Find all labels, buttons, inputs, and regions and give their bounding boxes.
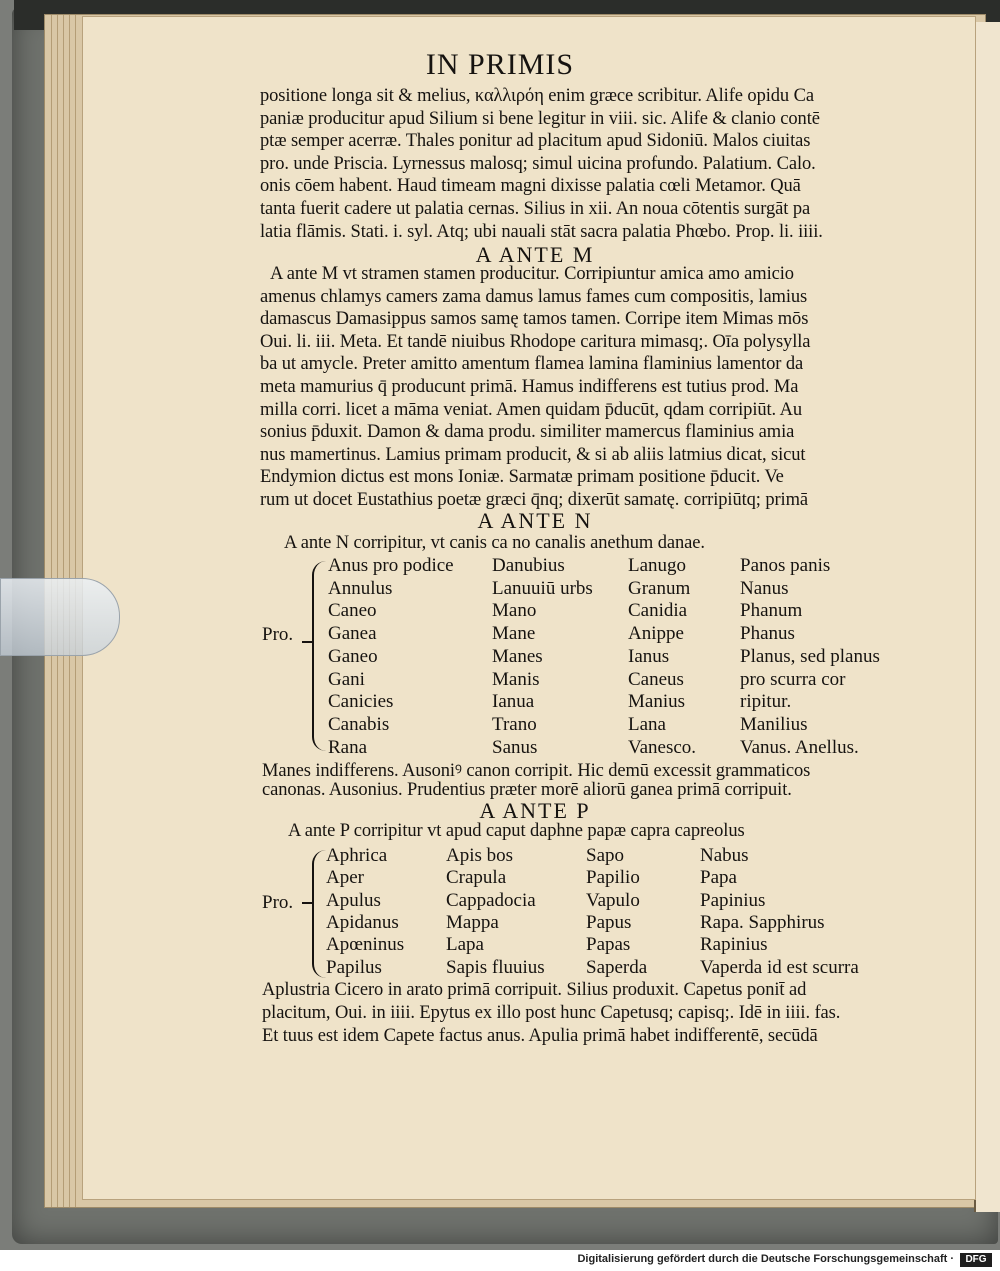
table-cell: Phanus: [740, 623, 795, 645]
table-cell: Apidanus: [326, 911, 399, 933]
table-cell: Lanugo: [628, 555, 687, 576]
table-cell: Papa: [700, 867, 737, 889]
table-cell: Caneo: [328, 600, 377, 622]
text-line: Aplustria Cicero in arato primā corripuit. Silius produxit. Capetus ponit̄ ad: [262, 980, 807, 1000]
table-cell: ripitur.: [740, 691, 792, 713]
table-cell: Aper: [326, 867, 364, 889]
table-cell: pro scurra cor: [740, 668, 846, 690]
table-cell: Sapis fluuius: [446, 956, 545, 978]
section-heading-n: A ANTE N: [477, 508, 593, 533]
table-cell: Caneus: [628, 668, 684, 690]
table-cell: Apulus: [326, 889, 381, 911]
table-cell: Lapa: [446, 934, 484, 956]
table-cell: Manis: [492, 668, 540, 690]
table-cell: Mappa: [446, 911, 499, 933]
table-cell: Saperda: [586, 956, 648, 978]
table-cell: Papus: [586, 911, 632, 933]
table-cell: Vanesco.: [628, 736, 697, 758]
table-cell: Nanus: [740, 577, 789, 599]
table-cell: Vapulo: [586, 889, 640, 911]
page-clip: [0, 578, 120, 656]
text-line: ba ut amycle. Preter amitto amentum flamea lamina flaminius lamentor da: [260, 354, 804, 375]
table-cell: Vanus. Anellus.: [740, 736, 859, 758]
table-cell: Aphrica: [326, 845, 388, 866]
table-cell: Nabus: [700, 845, 749, 866]
table-cell: Trano: [492, 713, 537, 735]
table-cell: Ianus: [628, 645, 670, 667]
table-cell: Manes: [492, 645, 543, 667]
text-line: latia flāmis. Stati. i. syl. Atq; ubi nauali stāt sacra palatia Phœbo. Prop. li. iiii.: [260, 221, 823, 242]
pro-label-p: Pro.: [262, 892, 294, 913]
table-cell: Mane: [492, 623, 536, 645]
text-line: pro. unde Priscia. Lyrnessus malosq; simul uicina profundo. Palatium. Calo.: [260, 153, 816, 174]
table-cell: Papas: [586, 934, 631, 956]
text-line: Endymion dictus est mons Ioniæ. Sarmatæ primam positione p̄ducit. Ve: [260, 467, 784, 488]
table-cell: Ianua: [492, 691, 535, 713]
table-cell: Granum: [628, 577, 691, 599]
pro-label-n: Pro.: [262, 624, 294, 645]
text-line: tanta fuerit cadere ut palatia cernas. Silius in xii. An noua cōtentis surgāt pa: [260, 198, 811, 219]
text-line: Manes indifferens. Ausoniꝰ canon corripit. Hic demū excessit grammaticos: [262, 761, 811, 781]
table-cell: Canabis: [328, 713, 390, 735]
table-cell: Apœninus: [326, 934, 405, 956]
text-line: nus mamertinus. Lamius primam producit, & si ab aliis latmius dicat, sicut: [260, 444, 806, 465]
text-line: rum ut docet Eustathius poetæ græci q̄nq; dixerūt samatę. corripiūtq; primā: [260, 489, 808, 510]
funding-notice: Digitalisierung gefördert durch die Deutsche Forschungsgemeinschaft ·: [577, 1253, 954, 1265]
section-m-paragraph: [260, 263, 910, 512]
text-line: positione longa sit & melius, καλλιρόη enim græce scribitur. Alife opidu Ca: [260, 86, 814, 106]
text-line: damascus Damasippus samos samę tamos tamen. Corripe item Mimas mōs: [260, 309, 809, 330]
table-cell: Rapinius: [700, 934, 768, 956]
table-cell: Canicies: [328, 691, 394, 713]
table-cell: Papilus: [326, 956, 382, 978]
top-paragraph: [260, 85, 910, 243]
table-cell: Danubius: [492, 555, 565, 576]
table-cell: Sapo: [586, 845, 624, 866]
brace-n: [312, 561, 328, 751]
text-line: Oui. li. iii. Meta. Et tandē niuibus Rhodope caritura mimasq;. Oīa polysylla: [260, 331, 811, 352]
table-cell: Crapula: [446, 867, 507, 889]
table-cell: Rapa. Sapphirus: [700, 911, 825, 933]
text-line: Et tuus est idem Capete factus anus. Apulia primā habet indifferentē, secūdā: [262, 1026, 818, 1046]
table-cell: Ganeo: [328, 645, 378, 667]
table-cell: Anippe: [628, 623, 684, 645]
text-line: meta mamurius q̄ producunt primā. Hamus indifferens est tutius prod. Ma: [260, 376, 799, 397]
table-cell: Phanum: [740, 600, 803, 622]
table-cell: Cappadocia: [446, 889, 536, 911]
text-line: sonius p̄duxit. Damon & dama produ. similiter mamercus flaminius amia: [260, 422, 795, 443]
table-cell: Manius: [628, 691, 685, 713]
text-line: placitum, Oui. in iiii. Epytus ex illo post hunc Capetusq; capisq;. Idē in iiii. fas.: [262, 1003, 841, 1023]
dfg-logo: DFG: [960, 1253, 992, 1267]
table-cell: Apis bos: [446, 845, 514, 866]
text-line: amenus chlamys camers zama damus lamus fames cum compositis, lamius: [260, 286, 808, 307]
facing-page-edge: [974, 22, 1000, 1212]
table-cell: Rana: [328, 736, 368, 758]
running-head: IN PRIMIS: [425, 48, 575, 81]
table-cell: Ganea: [328, 623, 377, 645]
table-cell: Papinius: [700, 889, 766, 911]
footer-bar: [0, 1250, 1000, 1271]
text-line: milla corri. licet a māma veniat. Amen quidam p̄ducūt, qdam corripiūt. Au: [260, 399, 803, 420]
text-line: ptæ semper acerræ. Thales ponitur ad placitum apud Sidoniū. Malos ciuitas: [260, 131, 811, 152]
table-cell: Canidia: [628, 600, 688, 622]
text-line: onis cōem habent. Haud timeam magni dixisse palatia cœli Metamor. Quā: [260, 176, 801, 197]
section-p-intro: A ante P corripitur vt apud caput daphne papæ capra capreolus: [288, 821, 745, 841]
table-cell: Gani: [328, 668, 365, 690]
table-cell: Panos panis: [740, 555, 831, 576]
table-cell: Planus, sed planus: [740, 645, 880, 667]
text-line: paniæ producitur apud Silium si bene legitur in viii. sic. Alife & clanio contē: [260, 108, 820, 129]
text-line: canonas. Ausonius. Prudentius præter morē aliorū ganea primā corripuit.: [262, 780, 792, 800]
table-cell: Papilio: [586, 867, 640, 889]
table-cell: Mano: [492, 600, 537, 622]
table-cell: Sanus: [492, 736, 538, 758]
section-heading-m: A ANTE M: [475, 242, 595, 267]
table-cell: Lanuuiū urbs: [492, 577, 593, 599]
table-cell: Manilius: [740, 713, 808, 735]
text-line: A ante M vt stramen stamen producitur. Corripiuntur amica amo amicio: [270, 264, 794, 284]
section-n-intro: A ante N corripitur, vt canis ca no canalis anethum danae.: [284, 533, 705, 553]
table-cell: Anus pro podice: [328, 555, 454, 576]
table-cell: Annulus: [328, 577, 393, 599]
table-cell: Vaperda id est scurra: [700, 956, 859, 978]
section-heading-p: A ANTE P: [479, 798, 591, 823]
table-cell: Lana: [628, 713, 666, 735]
